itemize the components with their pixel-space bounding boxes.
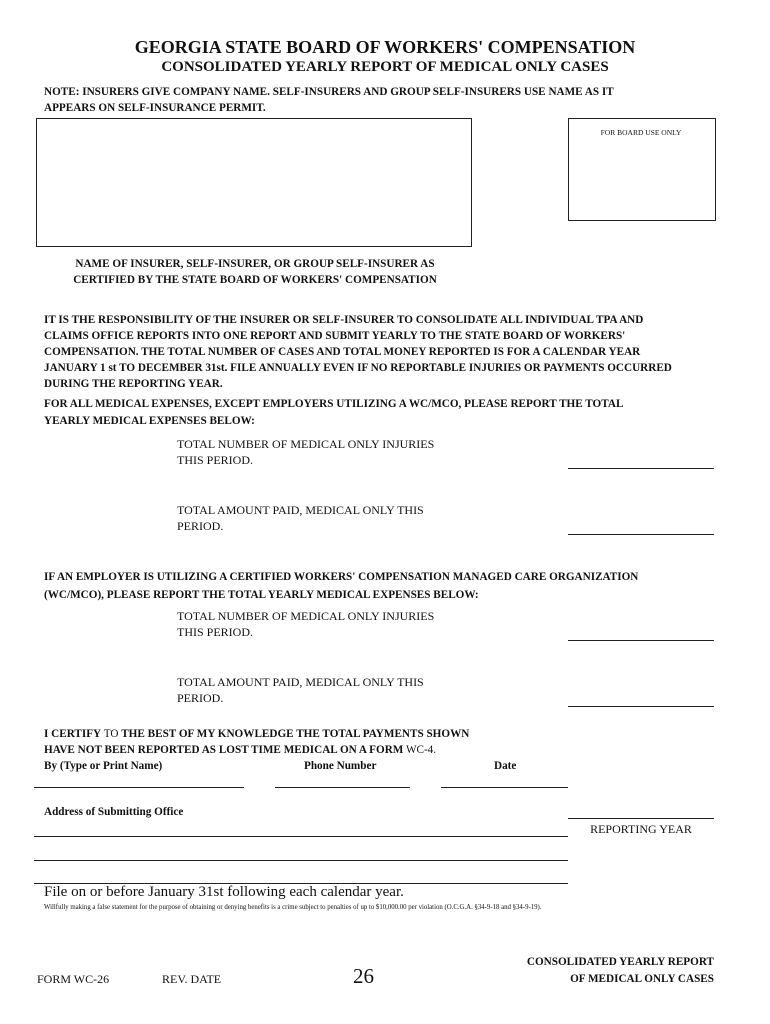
- certify-bold-3: HAVE NOT BEEN REPORTED AS LOST TIME MEDICAL ON A FORM: [44, 744, 404, 756]
- by-name-label: By (Type or Print Name): [44, 760, 163, 772]
- revision-date: REV. DATE: [162, 972, 222, 986]
- certify-line-1: [44, 726, 524, 742]
- section1-amount-line-2: PERIOD.: [177, 519, 224, 533]
- insurer-name-caption: [40, 256, 470, 288]
- certification-statement: [44, 726, 524, 758]
- certify-plain-2: WC-4.: [403, 744, 437, 756]
- certify-line-2: [44, 742, 524, 758]
- reporting-year-field[interactable]: [568, 818, 714, 819]
- insurer-caption-line-2: CERTIFIED BY THE STATE BOARD OF WORKERS' COMPENSATION: [73, 274, 437, 286]
- section2-injuries-label: [177, 608, 467, 640]
- section2-injuries-field[interactable]: [568, 640, 714, 641]
- section2-injuries-line-1: TOTAL NUMBER OF MEDICAL ONLY INJURIES: [177, 609, 435, 623]
- responsibility-paragraph: [44, 312, 724, 392]
- footer-title-line-1: CONSOLIDATED YEARLY REPORT: [526, 956, 714, 968]
- form-id: FORM WC-26: [37, 972, 110, 986]
- section1-line-1: FOR ALL MEDICAL EXPENSES, EXCEPT EMPLOYERS UTILIZING A WC/MCO, PLEASE REPORT THE TOTAL: [44, 398, 624, 410]
- certify-plain-1: TO: [101, 728, 122, 740]
- insurer-note: [44, 84, 684, 116]
- section2-injuries-line-2: THIS PERIOD.: [177, 625, 254, 639]
- reporting-year-label: REPORTING YEAR: [590, 822, 692, 836]
- by-name-field[interactable]: [34, 787, 244, 788]
- resp-line-4: JANUARY 1 st TO DECEMBER 31st. FILE ANNUALLY EVEN IF NO REPORTABLE INJURIES OR PAYMENTS OCCURRED: [44, 362, 672, 374]
- section1-injuries-field[interactable]: [568, 468, 714, 469]
- resp-line-5: DURING THE REPORTING YEAR.: [44, 378, 223, 390]
- date-field[interactable]: [441, 787, 568, 788]
- section2-instructions: [44, 568, 724, 604]
- section2-amount-label: [177, 674, 467, 706]
- footer-form-title: [470, 954, 714, 988]
- form-number: 26: [353, 964, 374, 988]
- footer-title-line-2: OF MEDICAL ONLY CASES: [570, 973, 714, 985]
- note-line-1: NOTE: INSURERS GIVE COMPANY NAME. SELF-INSURERS AND GROUP SELF-INSURERS USE NAME AS IT: [44, 86, 614, 98]
- board-use-label: FOR BOARD USE ONLY: [600, 128, 682, 137]
- resp-line-3: COMPENSATION. THE TOTAL NUMBER OF CASES AND TOTAL MONEY REPORTED IS FOR A CALENDAR YEAR: [44, 346, 641, 358]
- section2-amount-line-2: PERIOD.: [177, 691, 224, 705]
- section1-amount-field[interactable]: [568, 534, 714, 535]
- date-label: Date: [494, 760, 517, 772]
- section1-line-2: YEARLY MEDICAL EXPENSES BELOW:: [44, 415, 255, 427]
- note-line-2: APPEARS ON SELF-INSURANCE PERMIT.: [44, 102, 266, 114]
- section1-amount-label: [177, 502, 467, 534]
- resp-line-1: IT IS THE RESPONSIBILITY OF THE INSURER OR SELF-INSURER TO CONSOLIDATE ALL INDIVIDUAL TPA AND: [44, 314, 644, 326]
- filing-deadline-notice: File on or before January 31st following each calendar year.: [44, 884, 404, 900]
- section1-instructions: [44, 396, 724, 430]
- phone-number-field[interactable]: [275, 787, 410, 788]
- address-label: Address of Submitting Office: [44, 806, 184, 818]
- section1-amount-line-1: TOTAL AMOUNT PAID, MEDICAL ONLY THIS: [177, 503, 424, 517]
- section2-line-2: (WC/MCO), PLEASE REPORT THE TOTAL YEARLY MEDICAL EXPENSES BELOW:: [44, 589, 479, 601]
- section2-line-1: IF AN EMPLOYER IS UTILIZING A CERTIFIED WORKERS' COMPENSATION MANAGED CARE ORGANIZATION: [44, 571, 639, 583]
- certify-bold-2: THE BEST OF MY KNOWLEDGE THE TOTAL PAYMENTS SHOWN: [121, 728, 470, 740]
- address-field-line-2[interactable]: [34, 860, 568, 861]
- section2-amount-field[interactable]: [568, 706, 714, 707]
- form-title: GEORGIA STATE BOARD OF WORKERS' COMPENSATION: [134, 37, 636, 57]
- certify-bold-1: I CERTIFY: [44, 728, 102, 740]
- section2-amount-line-1: TOTAL AMOUNT PAID, MEDICAL ONLY THIS: [177, 675, 424, 689]
- false-statement-warning: Willfully making a false statement for the purpose of obtaining or denying benefits is a crime subject to penalties of up to $10,000.00 per violation (O.C.G.A. §34-9-18 and §34-9-19).: [44, 904, 542, 911]
- section1-injuries-label: [177, 436, 467, 468]
- form-subtitle: CONSOLIDATED YEARLY REPORT OF MEDICAL ONLY CASES: [161, 59, 609, 75]
- address-field-line-1[interactable]: [34, 836, 568, 837]
- insurer-name-box[interactable]: [36, 118, 472, 247]
- section1-injuries-line-2: THIS PERIOD.: [177, 453, 254, 467]
- resp-line-2: CLAIMS OFFICE REPORTS INTO ONE REPORT AND SUBMIT YEARLY TO THE STATE BOARD OF WORKERS': [44, 330, 626, 342]
- insurer-caption-line-1: NAME OF INSURER, SELF-INSURER, OR GROUP SELF-INSURER AS: [75, 258, 435, 270]
- phone-number-label: Phone Number: [304, 760, 377, 772]
- section1-injuries-line-1: TOTAL NUMBER OF MEDICAL ONLY INJURIES: [177, 437, 435, 451]
